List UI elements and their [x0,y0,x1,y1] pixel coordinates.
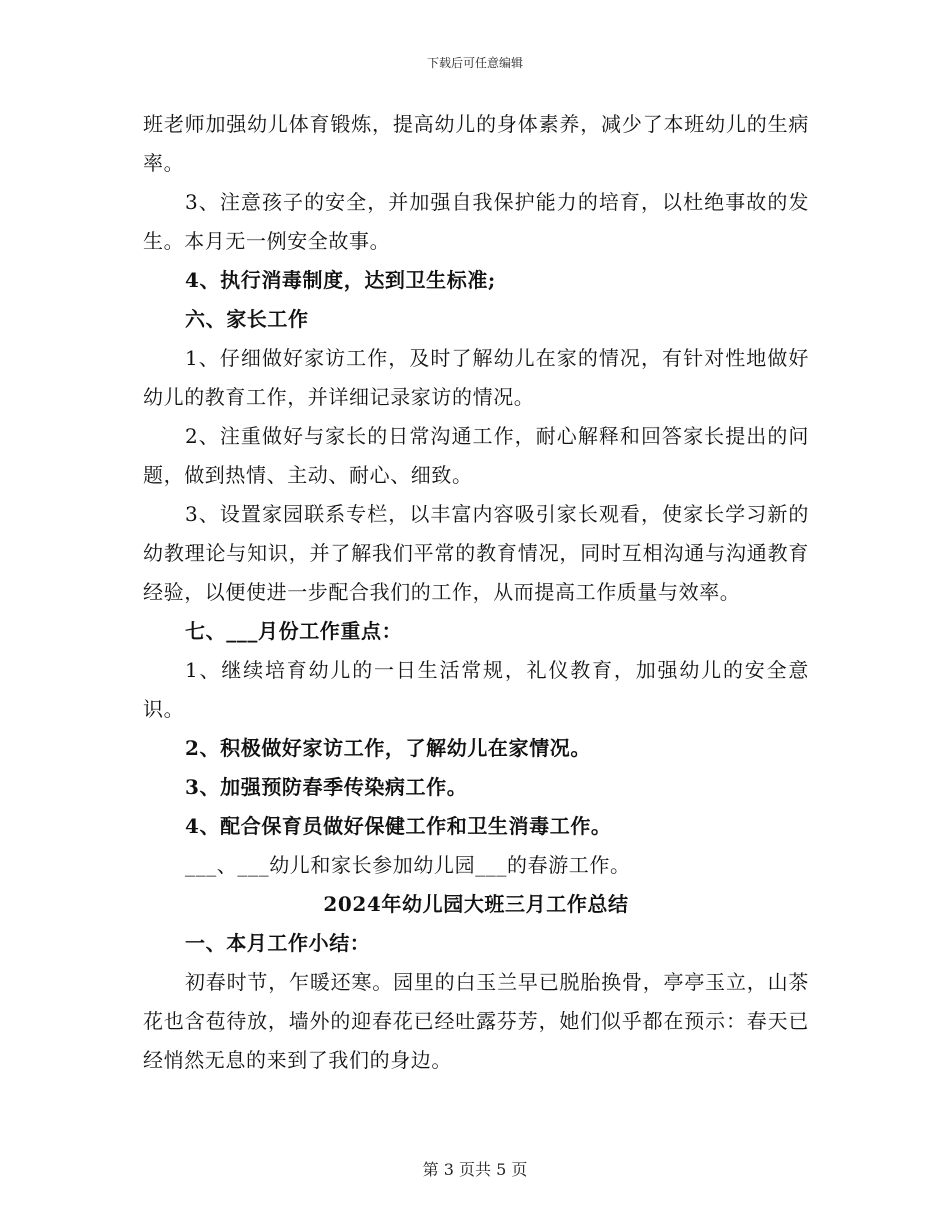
paragraph: 班老师加强幼儿体育锻炼，提高幼儿的身体素养，减少了本班幼儿的生病率。 [143,112,809,175]
paragraph: 3、设置家园联系专栏，以丰富内容吸引家长观看，使家长学习新的幼教理论与知识，并了解我们平常的教育情况，同时互相沟通与沟通教育经验，以便使进一步配合我们的工作，从而提高工作质量与效率。 [143,502,809,604]
paragraph-bold: 4、执行消毒制度，达到卫生标准; [185,268,496,292]
paragraph: 3、注意孩子的安全，并加强自我保护能力的培育，以杜绝事故的发生。本月无一例安全故事。 [143,190,809,253]
section-heading: 七、___月份工作重点： [185,619,403,643]
section-heading: 一、本月工作小结： [185,931,371,955]
paragraph-bold: 3、加强预防春季传染病工作。 [185,775,468,799]
document-body [143,105,809,1080]
page-footer: 第 3 页共 5 页 [422,1160,528,1179]
paragraph: 1、仔细做好家访工作，及时了解幼儿在家的情况，有针对性地做好幼儿的教育工作，并详细记录家访的情况。 [143,346,809,409]
paragraph-bold: 2、积极做好家访工作，了解幼儿在家情况。 [185,736,591,760]
section-heading: 六、家长工作 [185,307,309,331]
paragraph: ___、___幼儿和家长参加幼儿园___的春游工作。 [185,853,631,877]
paragraph: 1、继续培育幼儿的一日生活常规，礼仪教育，加强幼儿的安全意识。 [143,658,809,721]
page-header-note: 下载后可任意编辑 [426,56,523,70]
paragraph: 2、注重做好与家长的日常沟通工作，耐心解释和回答家长提出的问题，做到热情、主动、耐心、细致。 [143,424,809,487]
document-title: 2024年幼儿园大班三月工作总结 [323,892,629,916]
paragraph-bold: 4、配合保育员做好保健工作和卫生消毒工作。 [185,814,612,838]
paragraph: 初春时节，乍暖还寒。园里的白玉兰早已脱胎换骨，亭亭玉立，山茶花也含苞待放，墙外的迎春花已经吐露芬芳，她们似乎都在预示：春天已经悄然无息的来到了我们的身边。 [143,970,809,1072]
